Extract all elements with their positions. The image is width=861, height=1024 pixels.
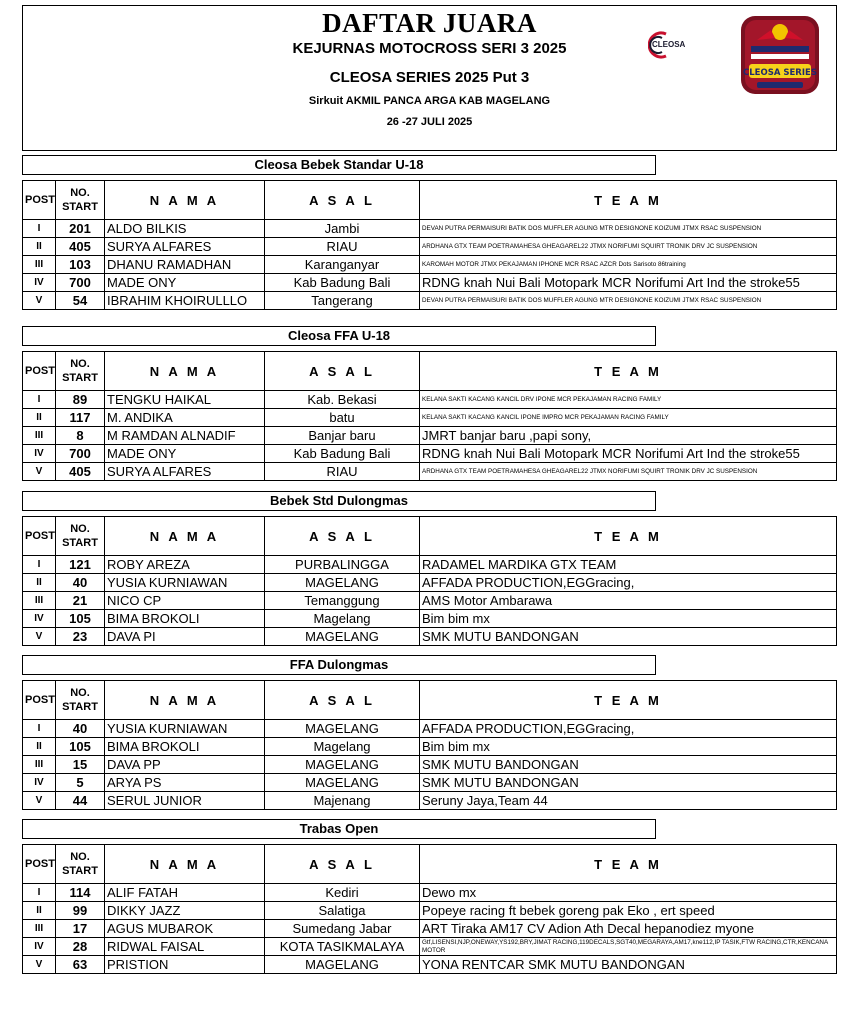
team-cell: DEVAN PUTRA PERMAISURI BATIK DOS MUFFLER AGUNG MTR DESIGNONE KOIZUMI JTMX RSAC SUSPENSION xyxy=(420,220,837,238)
header-asal: A S A L xyxy=(265,181,420,220)
header-no-start: NO. START xyxy=(56,517,105,556)
results-table xyxy=(22,351,837,481)
circuit-label: Sirkuit AKMIL PANCA ARGA KAB MAGELANG xyxy=(308,95,551,107)
start-number-cell: 114 xyxy=(56,884,105,902)
position-cell: II xyxy=(23,902,56,920)
table-row xyxy=(23,628,837,646)
origin-cell: batu xyxy=(265,409,420,427)
table-header-row xyxy=(23,517,837,556)
rider-name-cell: NICO CP xyxy=(105,592,265,610)
rider-name-cell: M. ANDIKA xyxy=(105,409,265,427)
position-cell: V xyxy=(23,463,56,481)
position-cell: V xyxy=(23,792,56,810)
origin-cell: MAGELANG xyxy=(265,628,420,646)
header-team: T E A M xyxy=(420,352,837,391)
results-table xyxy=(22,680,837,810)
rider-name-cell: ROBY AREZA xyxy=(105,556,265,574)
header-pos: POST xyxy=(23,681,56,720)
team-cell: KELANA SAKTI KACANG KANCIL IPONE IMPRO MCR PEKAJAMAN RACING FAMILY xyxy=(420,409,837,427)
header-team: T E A M xyxy=(420,517,837,556)
header-no-start: NO. START xyxy=(56,352,105,391)
position-cell: IV xyxy=(23,774,56,792)
origin-cell: Magelang xyxy=(265,610,420,628)
position-cell: II xyxy=(23,409,56,427)
origin-cell: Kab Badung Bali xyxy=(265,445,420,463)
table-row xyxy=(23,756,837,774)
position-cell: I xyxy=(23,720,56,738)
start-number-cell: 21 xyxy=(56,592,105,610)
table-row xyxy=(23,220,837,238)
table-row xyxy=(23,956,837,974)
header-no-start: NO. START xyxy=(56,845,105,884)
category-title: FFA Dulongmas xyxy=(22,655,656,675)
team-cell: Bim bim mx xyxy=(420,738,837,756)
position-cell: IV xyxy=(23,445,56,463)
origin-cell: RIAU xyxy=(265,238,420,256)
start-number-cell: 28 xyxy=(56,938,105,956)
position-cell: V xyxy=(23,292,56,310)
table-header-row xyxy=(23,845,837,884)
header-pos: POST xyxy=(23,517,56,556)
table-row xyxy=(23,274,837,292)
origin-cell: PURBALINGGA xyxy=(265,556,420,574)
position-cell: III xyxy=(23,592,56,610)
table-row xyxy=(23,292,837,310)
origin-cell: Karanganyar xyxy=(265,256,420,274)
origin-cell: Salatiga xyxy=(265,902,420,920)
start-number-cell: 405 xyxy=(56,238,105,256)
rider-name-cell: ALDO BILKIS xyxy=(105,220,265,238)
origin-cell: MAGELANG xyxy=(265,956,420,974)
rider-name-cell: BIMA BROKOLI xyxy=(105,610,265,628)
team-cell: AMS Motor Ambarawa xyxy=(420,592,837,610)
position-cell: IV xyxy=(23,610,56,628)
origin-cell: Banjar baru xyxy=(265,427,420,445)
rider-name-cell: DHANU RAMADHAN xyxy=(105,256,265,274)
header-box xyxy=(22,5,837,151)
origin-cell: MAGELANG xyxy=(265,720,420,738)
origin-cell: MAGELANG xyxy=(265,574,420,592)
cleosa-logo-text: CLEOSA xyxy=(652,40,686,49)
rider-name-cell: DAVA PP xyxy=(105,756,265,774)
table-row xyxy=(23,391,837,409)
origin-cell: Majenang xyxy=(265,792,420,810)
rider-name-cell: DIKKY JAZZ xyxy=(105,902,265,920)
start-number-cell: 201 xyxy=(56,220,105,238)
header-nama: N A M A xyxy=(105,352,265,391)
header-asal: A S A L xyxy=(265,845,420,884)
position-cell: I xyxy=(23,220,56,238)
header-pos: POST xyxy=(23,181,56,220)
results-table xyxy=(22,180,837,310)
rider-name-cell: YUSIA KURNIAWAN xyxy=(105,574,265,592)
table-row xyxy=(23,238,837,256)
rider-name-cell: RIDWAL FAISAL xyxy=(105,938,265,956)
team-cell: Seruny Jaya,Team 44 xyxy=(420,792,837,810)
origin-cell: Kab. Bekasi xyxy=(265,391,420,409)
start-number-cell: 40 xyxy=(56,720,105,738)
position-cell: III xyxy=(23,920,56,938)
table-row xyxy=(23,592,837,610)
start-number-cell: 405 xyxy=(56,463,105,481)
event-date: 26 -27 JULI 2025 xyxy=(386,116,473,128)
team-cell: KELANA SAKTI KACANG KANCIL DRV IPONE MCR PEKAJAMAN RACING FAMILY xyxy=(420,391,837,409)
header-nama: N A M A xyxy=(105,181,265,220)
team-cell: AFFADA PRODUCTION,EGGracing, xyxy=(420,574,837,592)
header-team: T E A M xyxy=(420,681,837,720)
start-number-cell: 105 xyxy=(56,738,105,756)
header-no-start: NO. START xyxy=(56,681,105,720)
table-row xyxy=(23,938,837,956)
origin-cell: Temanggung xyxy=(265,592,420,610)
start-number-cell: 117 xyxy=(56,409,105,427)
start-number-cell: 54 xyxy=(56,292,105,310)
team-cell: ARDHANA GTX TEAM POETRAMAHESA GHEAGAREL22 JTMX NORIFUMI SQUIRT TRONIK DRV JC SUSPENSION xyxy=(420,238,837,256)
position-cell: II xyxy=(23,574,56,592)
origin-cell: MAGELANG xyxy=(265,774,420,792)
origin-cell: Sumedang Jabar xyxy=(265,920,420,938)
team-cell: RDNG knah Nui Bali Motopark MCR Norifumi Art Ind the stroke55 xyxy=(420,445,837,463)
event-subtitle: KEJURNAS MOTOCROSS SERI 3 2025 xyxy=(292,40,567,57)
header-no-start: NO. START xyxy=(56,181,105,220)
position-cell: III xyxy=(23,256,56,274)
table-row xyxy=(23,445,837,463)
origin-cell: MAGELANG xyxy=(265,756,420,774)
table-row xyxy=(23,738,837,756)
rider-name-cell: SERUL JUNIOR xyxy=(105,792,265,810)
team-cell: JMRT banjar baru ,papi sony, xyxy=(420,427,837,445)
position-cell: IV xyxy=(23,274,56,292)
team-cell: Dewo mx xyxy=(420,884,837,902)
table-row xyxy=(23,792,837,810)
table-row xyxy=(23,610,837,628)
table-header-row xyxy=(23,352,837,391)
position-cell: I xyxy=(23,556,56,574)
header-asal: A S A L xyxy=(265,352,420,391)
position-cell: I xyxy=(23,391,56,409)
team-cell: Gtf,LISENSI,NJP,ONEWAY,YS192,BRY,JIMAT RACING,119DECALS,SGT40,MEGARAYA,AM17,kne112,IP TASIK,FTW RACING,CTR,KENCANA MOTOR xyxy=(420,938,837,956)
rider-name-cell: M RAMDAN ALNADIF xyxy=(105,427,265,445)
position-cell: I xyxy=(23,884,56,902)
team-cell: ARDHANA GTX TEAM POETRAMAHESA GHEAGAREL22 JTMX NORIFUMI SQUIRT TRONIK DRV JC SUSPENSION xyxy=(420,463,837,481)
position-cell: II xyxy=(23,238,56,256)
rider-name-cell: BIMA BROKOLI xyxy=(105,738,265,756)
results-table xyxy=(22,844,837,974)
header-asal: A S A L xyxy=(265,681,420,720)
header-pos: POST xyxy=(23,352,56,391)
table-row xyxy=(23,774,837,792)
series-subtitle: CLEOSA SERIES 2025 Put 3 xyxy=(329,69,530,86)
table-row xyxy=(23,920,837,938)
position-cell: IV xyxy=(23,938,56,956)
table-row xyxy=(23,463,837,481)
page-title: DAFTAR JUARA xyxy=(322,8,537,38)
team-cell: YONA RENTCAR SMK MUTU BANDONGAN xyxy=(420,956,837,974)
start-number-cell: 63 xyxy=(56,956,105,974)
rider-name-cell: MADE ONY xyxy=(105,274,265,292)
rider-name-cell: TENGKU HAIKAL xyxy=(105,391,265,409)
header-team: T E A M xyxy=(420,181,837,220)
table-row xyxy=(23,427,837,445)
table-row xyxy=(23,574,837,592)
position-cell: III xyxy=(23,427,56,445)
team-cell: SMK MUTU BANDONGAN xyxy=(420,756,837,774)
category-title: Cleosa Bebek Standar U-18 xyxy=(22,155,656,175)
header-nama: N A M A xyxy=(105,681,265,720)
position-cell: III xyxy=(23,756,56,774)
start-number-cell: 99 xyxy=(56,902,105,920)
table-row xyxy=(23,256,837,274)
start-number-cell: 44 xyxy=(56,792,105,810)
category-title: Trabas Open xyxy=(22,819,656,839)
rider-name-cell: SURYA ALFARES xyxy=(105,463,265,481)
team-cell: Popeye racing ft bebek goreng pak Eko , ert speed xyxy=(420,902,837,920)
start-number-cell: 40 xyxy=(56,574,105,592)
header-nama: N A M A xyxy=(105,845,265,884)
start-number-cell: 700 xyxy=(56,445,105,463)
rider-name-cell: ARYA PS xyxy=(105,774,265,792)
rider-name-cell: SURYA ALFARES xyxy=(105,238,265,256)
team-cell: RADAMEL MARDIKA GTX TEAM xyxy=(420,556,837,574)
start-number-cell: 23 xyxy=(56,628,105,646)
rider-name-cell: IBRAHIM KHOIRULLLO xyxy=(105,292,265,310)
origin-cell: Jambi xyxy=(265,220,420,238)
rider-name-cell: MADE ONY xyxy=(105,445,265,463)
header-pos: POST xyxy=(23,845,56,884)
team-cell: KAROMAH MOTOR JTMX PEKAJAMAN IPHONE MCR RSAC AZCR Dots Sarisoto 86training xyxy=(420,256,837,274)
start-number-cell: 105 xyxy=(56,610,105,628)
table-header-row xyxy=(23,181,837,220)
rb-logo-text: CLEOSA SERIES xyxy=(743,68,817,78)
team-cell: AFFADA PRODUCTION,EGGracing, xyxy=(420,720,837,738)
table-header-row xyxy=(23,681,837,720)
origin-cell: RIAU xyxy=(265,463,420,481)
origin-cell: Tangerang xyxy=(265,292,420,310)
table-row xyxy=(23,884,837,902)
origin-cell: KOTA TASIKMALAYA xyxy=(265,938,420,956)
rider-name-cell: AGUS MUBAROK xyxy=(105,920,265,938)
origin-cell: Kediri xyxy=(265,884,420,902)
rider-name-cell: DAVA PI xyxy=(105,628,265,646)
start-number-cell: 103 xyxy=(56,256,105,274)
team-cell: DEVAN PUTRA PERMAISURI BATIK DOS MUFFLER AGUNG MTR DESIGNONE KOIZUMI JTMX RSAC SUSPENSION xyxy=(420,292,837,310)
header-nama: N A M A xyxy=(105,517,265,556)
category-title: Cleosa FFA U-18 xyxy=(22,326,656,346)
team-cell: RDNG knah Nui Bali Motopark MCR Norifumi Art Ind the stroke55 xyxy=(420,274,837,292)
start-number-cell: 121 xyxy=(56,556,105,574)
origin-cell: Magelang xyxy=(265,738,420,756)
header-asal: A S A L xyxy=(265,517,420,556)
start-number-cell: 15 xyxy=(56,756,105,774)
rider-name-cell: YUSIA KURNIAWAN xyxy=(105,720,265,738)
start-number-cell: 5 xyxy=(56,774,105,792)
table-row xyxy=(23,556,837,574)
table-row xyxy=(23,720,837,738)
rider-name-cell: PRISTION xyxy=(105,956,265,974)
team-cell: SMK MUTU BANDONGAN xyxy=(420,628,837,646)
position-cell: V xyxy=(23,628,56,646)
team-cell: SMK MUTU BANDONGAN xyxy=(420,774,837,792)
table-row xyxy=(23,409,837,427)
rider-name-cell: ALIF FATAH xyxy=(105,884,265,902)
position-cell: V xyxy=(23,956,56,974)
origin-cell: Kab Badung Bali xyxy=(265,274,420,292)
start-number-cell: 8 xyxy=(56,427,105,445)
redbull-cleosa-series-logo-icon xyxy=(737,12,823,98)
start-number-cell: 89 xyxy=(56,391,105,409)
team-cell: Bim bim mx xyxy=(420,610,837,628)
start-number-cell: 17 xyxy=(56,920,105,938)
team-cell: ART Tiraka AM17 CV Adion Ath Decal hepanodiez myone xyxy=(420,920,837,938)
results-table xyxy=(22,516,837,646)
table-row xyxy=(23,902,837,920)
header-team: T E A M xyxy=(420,845,837,884)
position-cell: II xyxy=(23,738,56,756)
start-number-cell: 700 xyxy=(56,274,105,292)
category-title: Bebek Std Dulongmas xyxy=(22,491,656,511)
